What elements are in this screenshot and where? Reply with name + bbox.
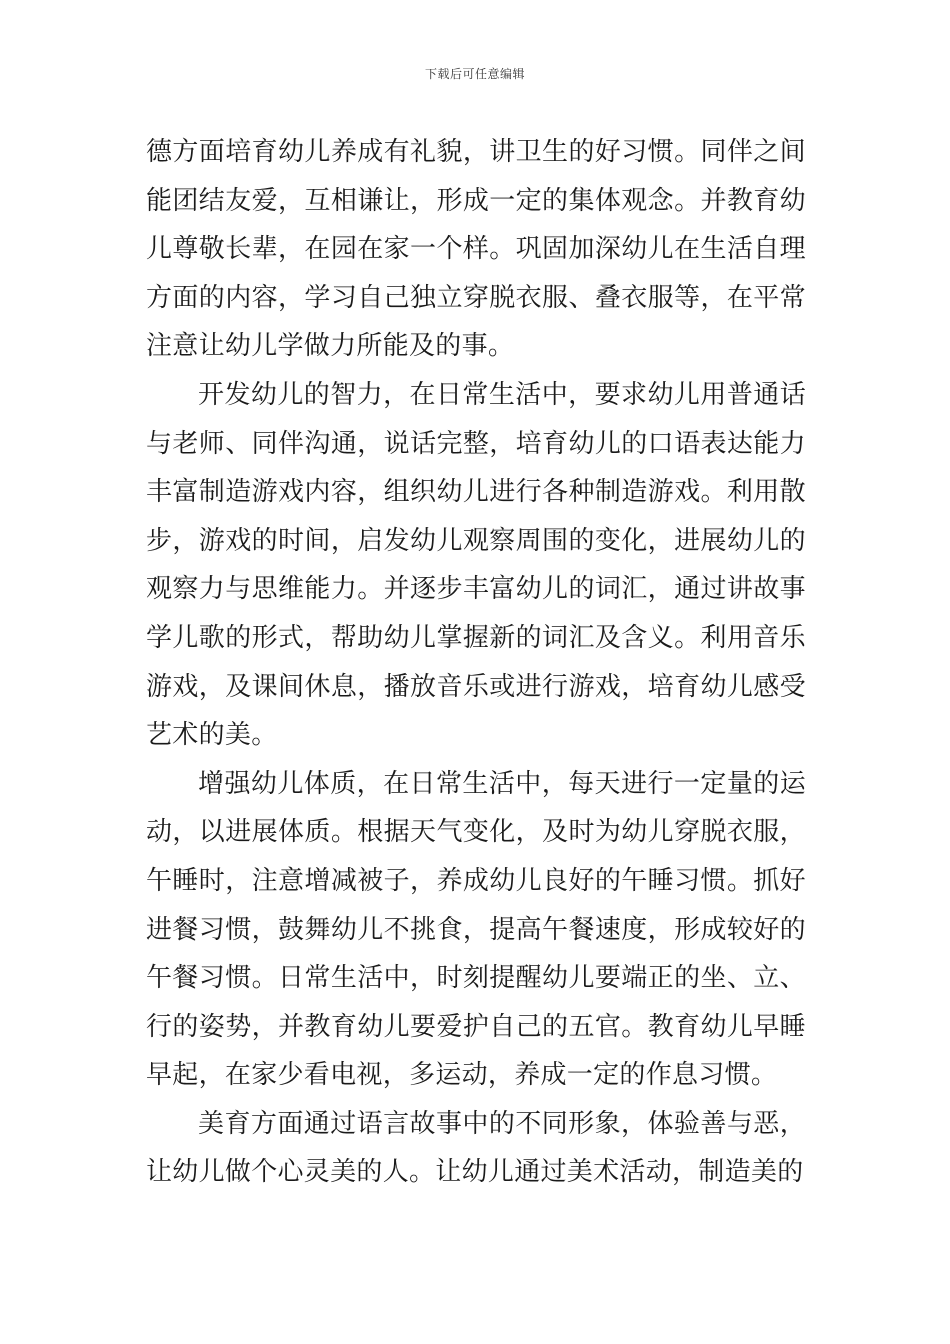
paragraph-physical-health: 增强幼儿体质，在日常生活中，每天进行一定量的运动，以进展体质。根据天气变化，及时为幼儿穿脱衣服，午睡时，注意增减被子，养成幼儿良好的午睡习惯。抓好进餐习惯，鼓舞幼儿不挑食，提高午餐速度，形成较好的午餐习惯。日常生活中，时刻提醒幼儿要端正的坐、立、行的姿势，并教育幼儿要爱护自己的五官。教育幼儿早睡早起，在家少看电视，多运动，养成一定的作息习惯。 [146, 768, 806, 1091]
paragraph-moral-education: 德方面培育幼儿养成有礼貌，讲卫生的好习惯。同伴之间能团结友爱，互相谦让，形成一定的集体观念。并教育幼儿尊敬长辈，在园在家一个样。巩固加深幼儿在生活自理方面的内容，学习自己独立穿脱衣服、叠衣服等，在平常注意让幼儿学做力所能及的事。 [146, 137, 806, 362]
paragraph-aesthetic-education: 美育方面通过语言故事中的不同形象，体验善与恶，让幼儿做个心灵美的人。让幼儿通过美术活动，制造美的 [146, 1108, 806, 1188]
page-header-note: 下载后可任意编辑 [424, 67, 525, 81]
document-body [146, 128, 806, 1197]
paragraph-intellectual-development: 开发幼儿的智力，在日常生活中，要求幼儿用普通话与老师、同伴沟通，说话完整，培育幼儿的口语表达能力丰富制造游戏内容，组织幼儿进行各种制造游戏。利用散步，游戏的时间，启发幼儿观察周围的变化，进展幼儿的观察力与思维能力。并逐步丰富幼儿的词汇，通过讲故事学儿歌的形式，帮助幼儿掌握新的词汇及含义。利用音乐游戏，及课间休息，播放音乐或进行游戏，培育幼儿感受艺术的美。 [146, 379, 806, 751]
